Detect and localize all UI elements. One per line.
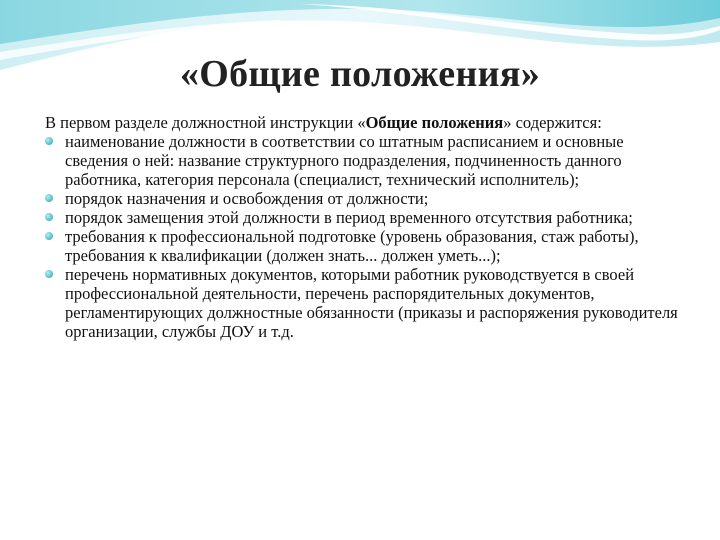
slide-title: «Общие положения» (179, 53, 541, 95)
bullet-dot-icon (45, 270, 53, 278)
intro-paragraph (45, 113, 685, 132)
bullet-dot-icon (45, 194, 53, 202)
bullet-dot-icon (45, 137, 53, 145)
list-item-text: наименование должности в соответствии со штатным расписанием и основные сведения о ней: название структурного подразделения, подчиненность данного работника, категория персонала (специалист, технический исполнитель); (65, 132, 624, 189)
intro-bold: Общие положения (365, 113, 504, 132)
intro-suffix: » содержится: (503, 113, 602, 132)
list-item-text: требования к профессиональной подготовке (уровень образования, стаж работы), требования к квалификации (должен знать... должен уметь...); (65, 227, 639, 265)
intro-prefix: В первом разделе должностной инструкции « (45, 113, 366, 132)
bullet-list (45, 132, 685, 341)
list-item-text: порядок назначения и освобождения от должности; (65, 189, 429, 208)
list-item (45, 132, 685, 189)
list-item-text: порядок замещения этой должности в период временного отсутствия работника; (65, 208, 633, 227)
bullet-dot-icon (45, 232, 53, 240)
list-item (45, 208, 685, 227)
list-item (45, 189, 685, 208)
content-body (45, 113, 685, 341)
list-item (45, 265, 685, 341)
list-item (45, 227, 685, 265)
bullet-dot-icon (45, 213, 53, 221)
list-item-text: перечень нормативных документов, которыми работник руководствуется в своей профессиональной деятельности, перечень распорядительных документов, регламентирующих должностные обязанности (приказы и распоряжения руководителя организации, службы ДОУ и т.д. (65, 265, 678, 341)
